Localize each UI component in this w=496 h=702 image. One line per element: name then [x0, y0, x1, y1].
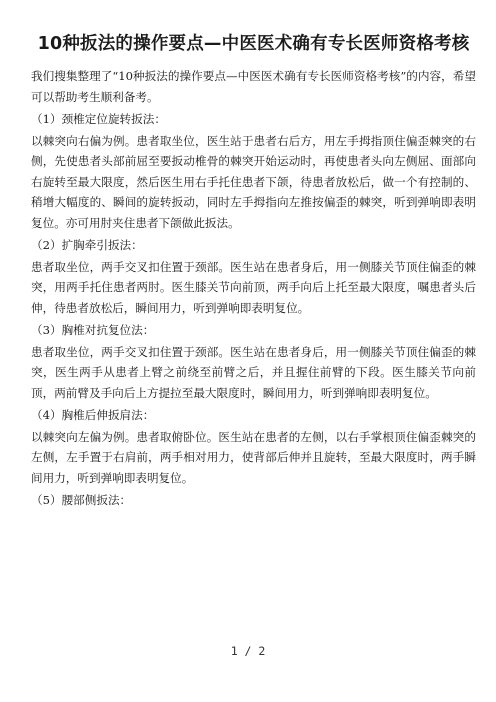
- section-body-1: 以棘突向右偏为例。患者取坐位，医生站于患者右后方，用左手拇指顶住偏歪棘突的右侧，先使患者头部前屈至要扳动椎骨的棘突开始运动时，再使患者头向左侧屈、面部向右旋转至最大限度，然后医生用右手托住患者下颌，待患者放松后，做一个有控制的、稍增大幅度的、瞬间的旋转扳动，同时左手拇指向左推按偏歪的棘突，听到弹响即表明复位。亦可用肘夹住患者下颌做此扳法。: [31, 133, 476, 230]
- section-heading-1: （1）颈椎定位旋转扳法：: [31, 112, 166, 126]
- section-heading-4: （4）胸椎后伸扳肩法：: [31, 408, 155, 422]
- intro-paragraph: 我们搜集整理了“10种扳法的操作要点—中医医术确有专长医师资格考核”的内容，希望可以帮助考生顺利备考。: [31, 69, 476, 104]
- section-body-2: 患者取坐位，两手交叉扣住置于颈部。医生站在患者身后，用一侧膝关节顶住偏歪的棘突，用两手托住患者两肘。医生膝关节向前顶，两手向后上托至最大限度，嘱患者头后伸，待患者放松后，瞬间用力，听到弹响即表明复位。: [31, 259, 476, 315]
- section-heading-5: （5）腰部侧扳法：: [31, 493, 132, 507]
- document-title: 10种扳法的操作要点—中医医术确有专长医师资格考核: [37, 34, 470, 54]
- document-body: [31, 66, 476, 511]
- section-heading-2: （2）扩胸牵引扳法：: [31, 238, 143, 252]
- page-number: 1 / 2: [230, 644, 266, 658]
- section-heading-3: （3）胸椎对抗复位法：: [31, 323, 155, 337]
- section-body-4: 以棘突向左偏为例。患者取俯卧位。医生站在患者的左侧，以右手掌根顶住偏歪棘突的左侧，左手置于右肩前，两手相对用力，使背部后伸并且旋转，至最大限度时，两手瞬间用力，听到弹响即表明复位。: [31, 429, 476, 485]
- section-body-3: 患者取坐位，两手交叉扣住置于颈部。医生站在患者身后，用一侧膝关节顶住偏歪的棘突，医生两手从患者上臂之前绕至前臂之后，并且握住前臂的下段。医生膝关节向前顶，两前臂及手向后上方提拉至最大限度时，瞬间用力，听到弹响即表明复位。: [31, 344, 476, 400]
